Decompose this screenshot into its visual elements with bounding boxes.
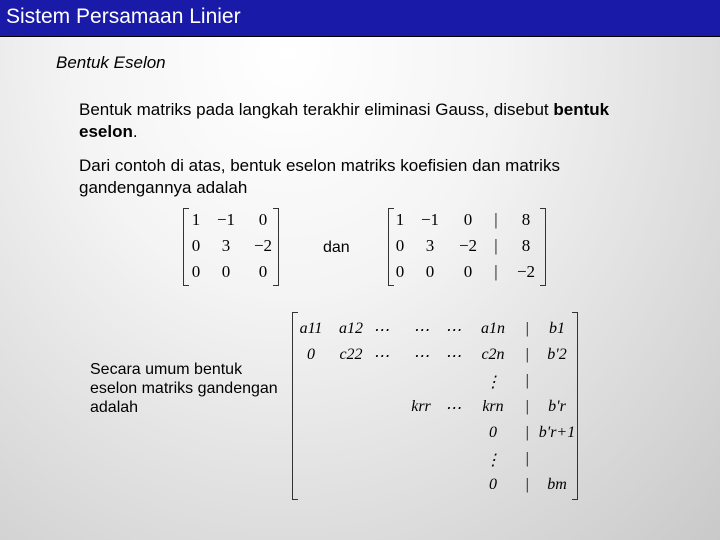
matrix-cell: a12 — [339, 320, 363, 337]
matrix-cell: 0 — [395, 262, 405, 281]
matrix-cell: 0 — [307, 346, 315, 363]
matrix-cell: b'r+1 — [538, 424, 576, 441]
matrix-cell: 0 — [425, 262, 435, 281]
definition-end: . — [132, 122, 138, 141]
matrix-cell: b'2 — [547, 346, 567, 363]
matrix-cell: c22 — [339, 346, 363, 363]
matrix-cell: | — [494, 262, 498, 281]
definition-term: bentuk eselon — [79, 100, 610, 141]
matrix-cell: ⋯ — [445, 322, 461, 339]
section-subtitle: Bentuk Eselon — [56, 53, 166, 72]
matrix-cell: 0 — [489, 476, 497, 493]
matrix-cell: ⋯ — [413, 348, 429, 365]
left-bracket — [292, 312, 298, 500]
matrix-cell: ⋯ — [445, 400, 461, 417]
matrix-cell: 0 — [258, 262, 268, 281]
matrix-cell: 0 — [191, 236, 201, 255]
title-bar — [0, 0, 720, 37]
matrix-cell: 0 — [395, 236, 405, 255]
matrix-cell: −2 — [253, 236, 273, 255]
matrix-cell: b1 — [549, 320, 565, 337]
matrix-cell: | — [524, 398, 530, 415]
matrix-cell: ⋯ — [373, 322, 389, 339]
general-form-label: Secara umum bentuk eselon matriks gandengan adalah — [90, 361, 278, 416]
matrix-cell: ⋯ — [373, 348, 389, 365]
matrix-cell: a1n — [481, 320, 505, 337]
matrix-cell: 8 — [521, 210, 531, 229]
matrix-cell: bm — [547, 476, 567, 493]
matrix-cell: 0 — [463, 210, 473, 229]
slide-title: Sistem Persamaan Linier — [6, 5, 241, 28]
matrix-cell: −2 — [458, 236, 478, 255]
matrix-cell: ⋮ — [485, 374, 501, 391]
matrix-cell: 0 — [221, 262, 231, 281]
matrix-cell: | — [494, 236, 498, 255]
matrix-cell: | — [524, 346, 530, 363]
matrix-cell: −1 — [420, 210, 440, 229]
matrix-cell: ⋯ — [445, 348, 461, 365]
matrix-cell: | — [524, 450, 530, 467]
definition-paragraph — [79, 99, 639, 143]
matrix-cell: krn — [482, 398, 504, 415]
matrix-cell: | — [524, 320, 530, 337]
matrix-cell: 0 — [489, 424, 497, 441]
matrix-cell: −2 — [516, 262, 536, 281]
matrix-cell: 8 — [521, 236, 531, 255]
matrix-cell: 3 — [221, 236, 231, 255]
matrix-cell: ⋮ — [485, 452, 501, 469]
matrix-cell: 0 — [191, 262, 201, 281]
matrix-cell: c2n — [481, 346, 505, 363]
matrix-cell: | — [524, 476, 530, 493]
connector-text: dan — [323, 239, 350, 256]
matrix-cell: | — [524, 372, 530, 389]
matrix-cell: a11 — [299, 320, 323, 337]
matrix-cell: | — [524, 424, 530, 441]
matrix-cell: 3 — [425, 236, 435, 255]
matrix-cell: 1 — [395, 210, 405, 229]
example-paragraph: Dari contoh di atas, bentuk eselon matriks koefisien dan matriks gandengannya adalah — [79, 156, 560, 197]
matrix-cell: krr — [411, 398, 431, 415]
matrix-cell: 0 — [463, 262, 473, 281]
matrix-cell: ⋯ — [413, 322, 429, 339]
matrix-cell: −1 — [216, 210, 236, 229]
definition-text: Bentuk matriks pada langkah terakhir eliminasi Gauss, disebut — [79, 100, 554, 119]
matrix-cell: 1 — [191, 210, 201, 229]
matrix-cell: b'r — [548, 398, 566, 415]
matrix-cell: | — [494, 210, 498, 229]
matrix-cell: 0 — [258, 210, 268, 229]
